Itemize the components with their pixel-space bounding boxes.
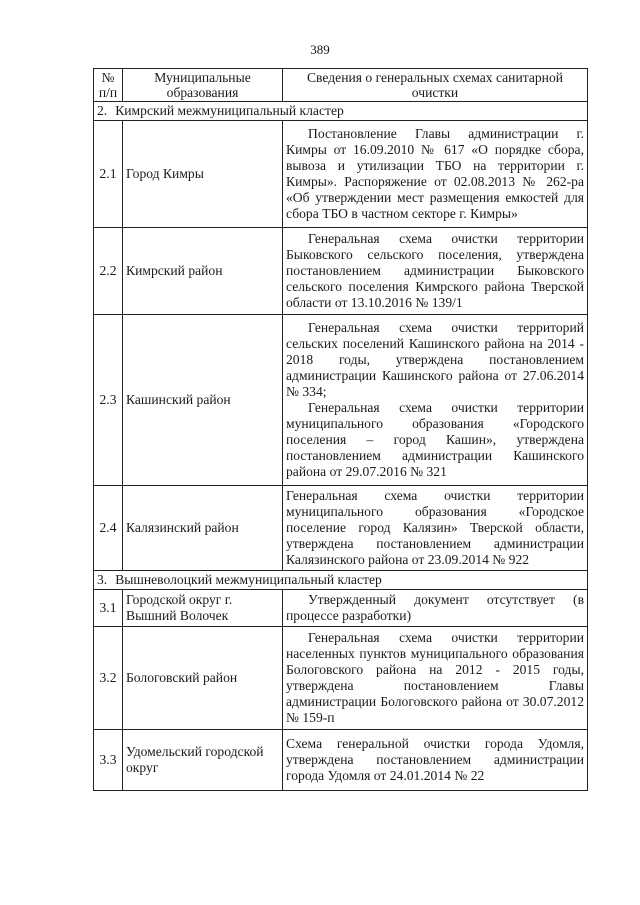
table-row (94, 590, 588, 627)
cluster-heading (94, 571, 588, 590)
cluster-heading (94, 102, 588, 121)
scheme-info (283, 730, 588, 791)
cluster-number: 3. (97, 572, 108, 587)
row-number: 2.1 (94, 121, 123, 228)
header-num: № п/п (94, 69, 123, 102)
scheme-info (283, 315, 588, 486)
scheme-paragraph: Утвержденный документ отсутствует (в процессе разработки) (286, 592, 584, 623)
scheme-paragraph: Генеральная схема очистки территории муниципального образования «Городское поселение город Калязин» Тверской области, утверждена постановлением администрации Калязинского района от 23.09.2014 № 922 (286, 488, 584, 567)
scheme-paragraph: Генеральная схема очистки территории Быковского сельского поселения, утверждена постановлением администрации Быковского сельского поселения Кимрского района Тверской области от 13.10.2016 № 139/1 (286, 231, 584, 310)
row-number: 3.3 (94, 730, 123, 791)
cluster-title: Кимрский межмуниципальный кластер (115, 103, 344, 118)
row-number: 3.1 (94, 590, 123, 627)
scheme-info (283, 228, 588, 315)
table-row (94, 627, 588, 730)
header-municipality: Муниципальные образования (123, 69, 283, 102)
scheme-paragraph: Генеральная схема очистки территории населенных пунктов муниципального образования Бологовского района на 2012 - 2015 годы, утверждена постановлением Главы администрации Бологовского района от 30.07.2012 № 159-п (286, 630, 584, 725)
scheme-paragraph: Схема генеральной очистки города Удомля, утверждена постановлением администрации города Удомля от 24.01.2014 № 22 (286, 736, 584, 783)
scheme-info (283, 590, 588, 627)
scheme-paragraph: Постановление Главы администрации г. Кимры от 16.09.2010 № 617 «О порядке сбора, вывоза и утилизации ТБО на территории г. Кимры». Распоряжение от 02.08.2013 № 262-ра «Об утверждении мест размещения емкостей для сбора ТБО в частном секторе г. Кимры» (286, 126, 584, 221)
scheme-info (283, 627, 588, 730)
header-info: Сведения о генеральных схемах санитарной очистки (283, 69, 588, 102)
row-number: 2.3 (94, 315, 123, 486)
row-number: 2.4 (94, 486, 123, 571)
page-number: 389 (310, 42, 330, 57)
scheme-paragraph: Генеральная схема очистки территорий сельских поселений Кашинского района на 2014 - 2018 годы, утверждена постановлением администрации Кашинского района от 27.06.2014 № 334; (286, 320, 584, 399)
scheme-info (283, 121, 588, 228)
cluster-number: 2. (97, 103, 108, 118)
cluster-title: Вышневолоцкий межмуниципальный кластер (115, 572, 382, 587)
table-header-row (94, 69, 588, 102)
municipality-name: Город Кимры (123, 121, 283, 228)
municipality-name: Кимрский район (123, 228, 283, 315)
scheme-paragraph: Генеральная схема очистки территории муниципального образования «Городского поселения – город Кашин», утверждена постановлением администрации Кашинского района от 29.07.2016 № 321 (286, 400, 584, 479)
cluster-row-kimry (94, 102, 588, 121)
table-row (94, 121, 588, 228)
cluster-row-vyshnevolotsky (94, 571, 588, 590)
municipality-name: Калязинский район (123, 486, 283, 571)
table-row (94, 730, 588, 791)
municipality-name: Городской округ г. Вышний Волочек (123, 590, 283, 627)
table-row (94, 228, 588, 315)
scheme-info (283, 486, 588, 571)
row-number: 2.2 (94, 228, 123, 315)
municipality-name: Бологовский район (123, 627, 283, 730)
municipality-name: Кашинский район (123, 315, 283, 486)
row-number: 3.2 (94, 627, 123, 730)
table-row (94, 315, 588, 486)
municipality-name: Удомельский городской округ (123, 730, 283, 791)
sanitation-schemes-table (93, 68, 588, 791)
table-row (94, 486, 588, 571)
